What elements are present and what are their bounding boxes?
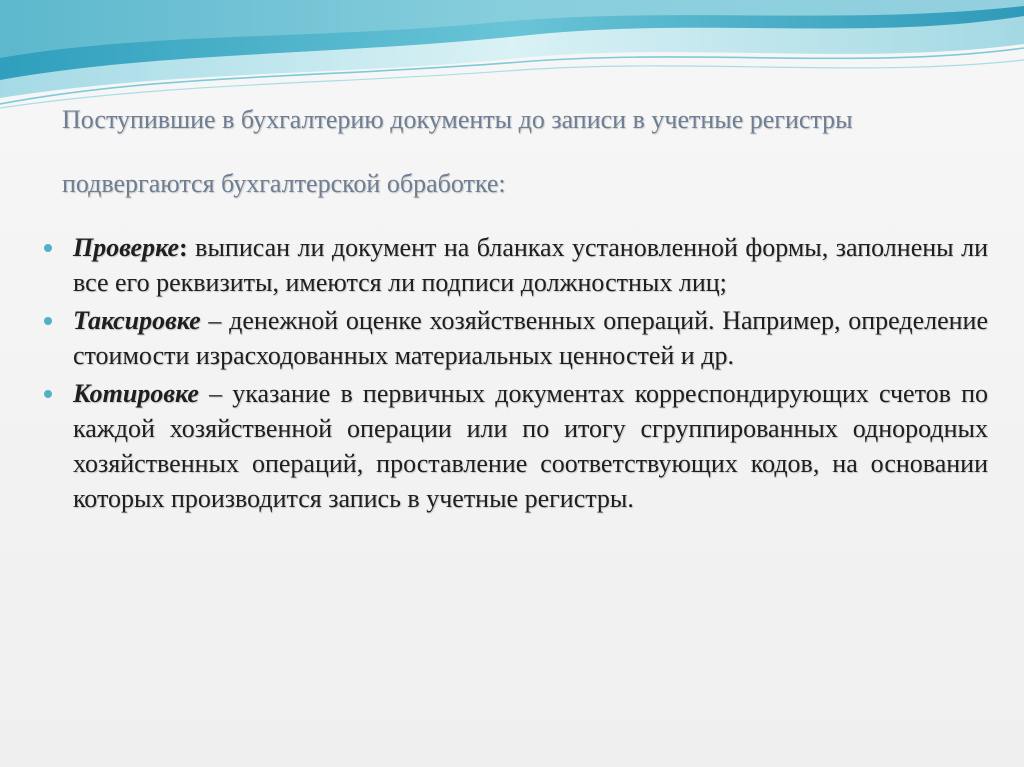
bullet-term: Таксировке [73,306,201,335]
bullet-text: – указание в первичных документах корреспондирующих счетов по каждой хозяйственной операции или по итогу сгруппированных однородных хозяйственных операций, проставление соответствующих кодов, на основании которых производится запись в учетные регистры. [73,379,988,513]
title-line-2: подвергаются бухгалтерской обработке: [62,169,506,198]
bullet-term: Проверке [73,233,180,262]
bullet-item-proverka [42,230,988,300]
bullet-item-kotirovka [42,376,988,516]
bullet-term: Котировке [73,379,199,408]
bullet-item-taksirovka [42,303,988,373]
bullet-dot-icon [44,390,52,398]
slide-title [62,88,982,216]
bullet-term-separator: : [179,233,188,262]
bullet-list [42,230,988,519]
bullet-dot-icon [44,317,52,325]
bullet-text: выписан ли документ на бланках установленной формы, заполнены ли все его реквизиты, имеются ли подписи должностных лиц; [73,233,988,297]
bullet-text: – денежной оценке хозяйственных операций. Например, определение стоимости израсходованных материальных ценностей и др. [73,306,988,370]
title-line-1: Поступившие в бухгалтерию документы до записи в учетные регистры [62,105,853,134]
bullet-dot-icon [44,244,52,252]
